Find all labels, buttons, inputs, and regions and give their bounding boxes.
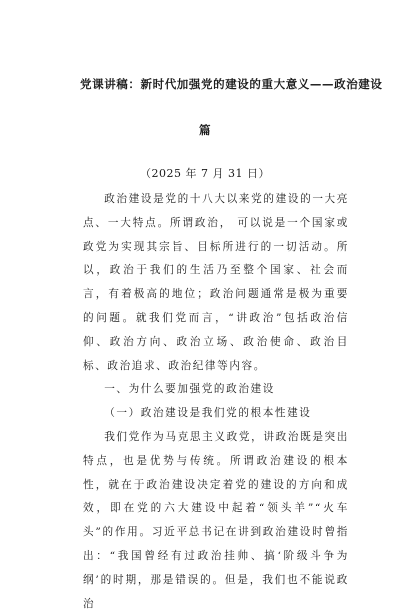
document-body: [83, 188, 349, 616]
subsection-heading-1: （一）政治建设是我们党的根本性建设: [104, 407, 312, 420]
document-title-line-1: 党课讲稿：新时代加强党的建设的重大意义——政治建设: [80, 77, 383, 91]
document-date: （2025 年 7 月 31 日）: [140, 167, 270, 180]
document-title-line-2: 篇: [199, 123, 212, 137]
paragraph-intro: 政治建设是党的十八大以来党的建设的一大亮点、一大特点。所谓政治， 可以说是一个国家或政党为实现其宗旨、目标所进行的一切活动。所以，政治于我们的生活乃至整个国家、社会而言，有着极高的地位；政治问题通常是极为重要的问题。就我们党而言，“讲政治”包括政治信仰、政治方向、政治立场、政治使命、政治目标、政治追求、政治纪律等内容。: [83, 193, 349, 372]
paragraph-2: 我们党作为马克思主义政党，讲政治既是突出特点，也是优势与传统。所谓政治建设的根本性，就在于政治建设决定着党的建设的方向和成效，即在党的六大建设中起着“领头羊”“火车头”的作用。习近平总书记在讲到政治建设时曾指出：“我国曾经有过政治挂帅、搞‘阶级斗争为纲’的时期，那是错误的。但是，我们也不能说政治: [83, 430, 349, 610]
section-heading-1: 一、为什么要加强党的政治建设: [104, 383, 275, 396]
